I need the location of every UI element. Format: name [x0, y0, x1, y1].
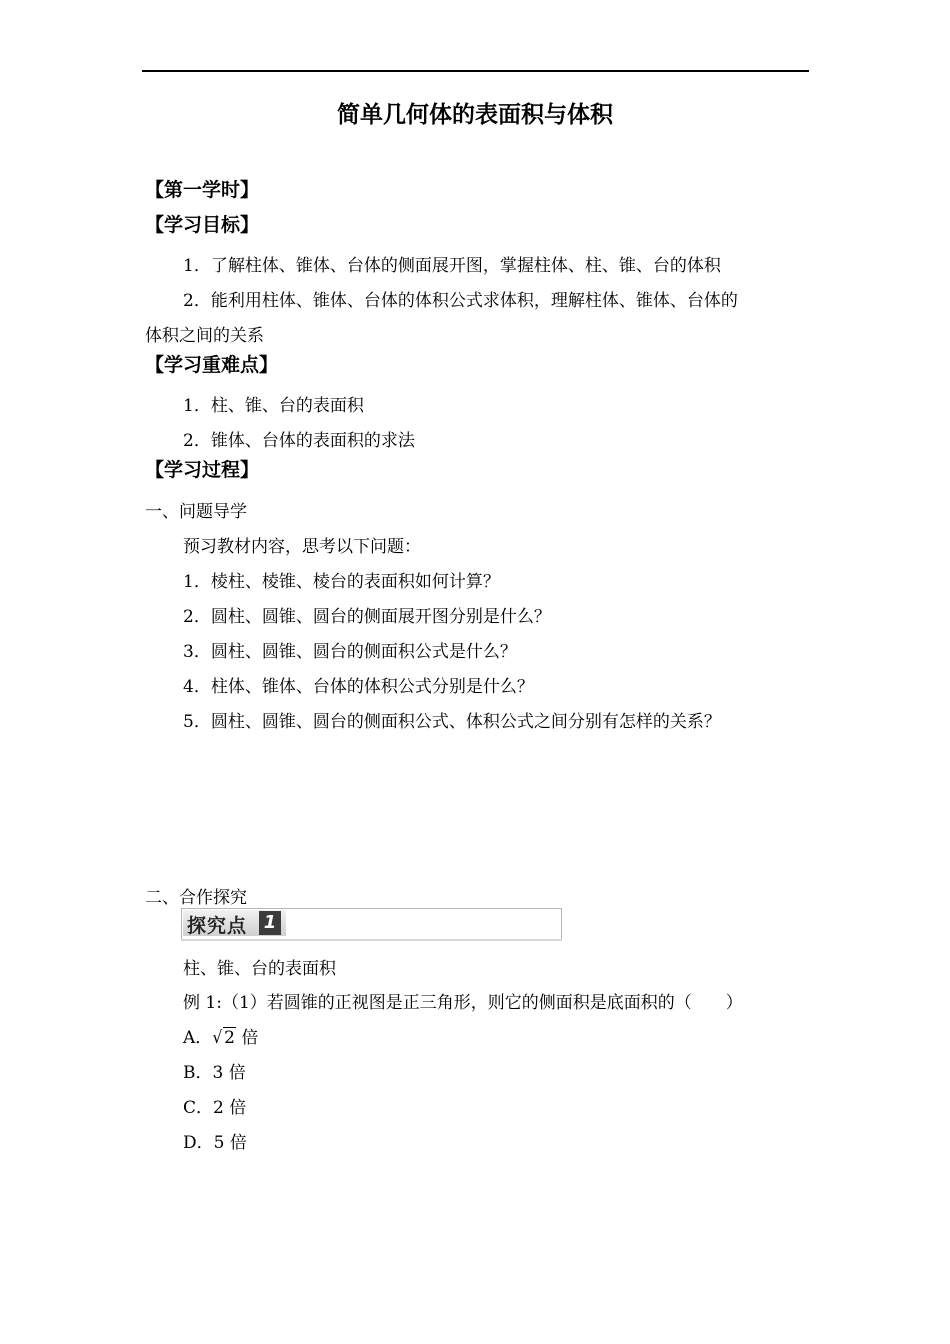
key-point-1: 1．柱、锥、台的表面积	[183, 396, 364, 416]
explore-point-banner	[181, 908, 562, 941]
example-question: 例 1:（1）若圆锥的正视图是正三角形，则它的侧面积是底面积的（ ）	[183, 993, 743, 1013]
option-b: B．3 倍	[183, 1063, 246, 1083]
option-d: D．5 倍	[183, 1133, 247, 1153]
question-5: 5．圆柱、圆锥、圆台的侧面积公式、体积公式之间分别有怎样的关系？	[183, 712, 721, 732]
goal-item-2: 2．能利用柱体、锥体、台体的体积公式求体积，理解柱体、锥体、台体的	[183, 291, 738, 311]
radicand: 2	[224, 1028, 235, 1048]
sqrt-expression	[212, 1027, 236, 1048]
question-4: 4．柱体、锥体、台体的体积公式分别是什么？	[183, 677, 534, 697]
topic-title: 柱、锥、台的表面积	[183, 959, 336, 979]
part1-heading: 一、问题导学	[145, 502, 247, 522]
goal-item-2-continued: 体积之间的关系	[145, 326, 264, 346]
process-heading: 【学习过程】	[145, 459, 260, 481]
banner-shadow	[181, 939, 562, 941]
page-title: 简单几何体的表面积与体积	[337, 102, 613, 128]
question-3: 3．圆柱、圆锥、圆台的侧面积公式是什么？	[183, 642, 517, 662]
goal-item-1: 1．了解柱体、锥体、台体的侧面展开图，掌握柱体、柱、锥、台的体积	[183, 256, 721, 276]
radical-sign: √	[212, 1028, 223, 1048]
option-a	[183, 1023, 258, 1048]
banner-label: 探究点	[187, 915, 248, 937]
question-1: 1．棱柱、棱锥、棱台的表面积如何计算？	[183, 572, 500, 592]
option-a-prefix: A．	[183, 1028, 213, 1048]
option-c: C．2 倍	[183, 1098, 247, 1118]
goals-heading: 【学习目标】	[145, 214, 260, 236]
option-a-suffix: 倍	[235, 1028, 259, 1048]
part1-intro: 预习教材内容，思考以下问题：	[183, 537, 421, 557]
key-point-2: 2．锥体、台体的表面积的求法	[183, 431, 415, 451]
header-rule	[142, 70, 809, 72]
question-2: 2．圆柱、圆锥、圆台的侧面展开图分别是什么？	[183, 607, 551, 627]
banner-number: 1	[259, 911, 281, 935]
key-points-heading: 【学习重难点】	[145, 354, 279, 376]
part2-heading: 二、合作探究	[145, 888, 247, 908]
period-heading: 【第一学时】	[145, 179, 260, 201]
